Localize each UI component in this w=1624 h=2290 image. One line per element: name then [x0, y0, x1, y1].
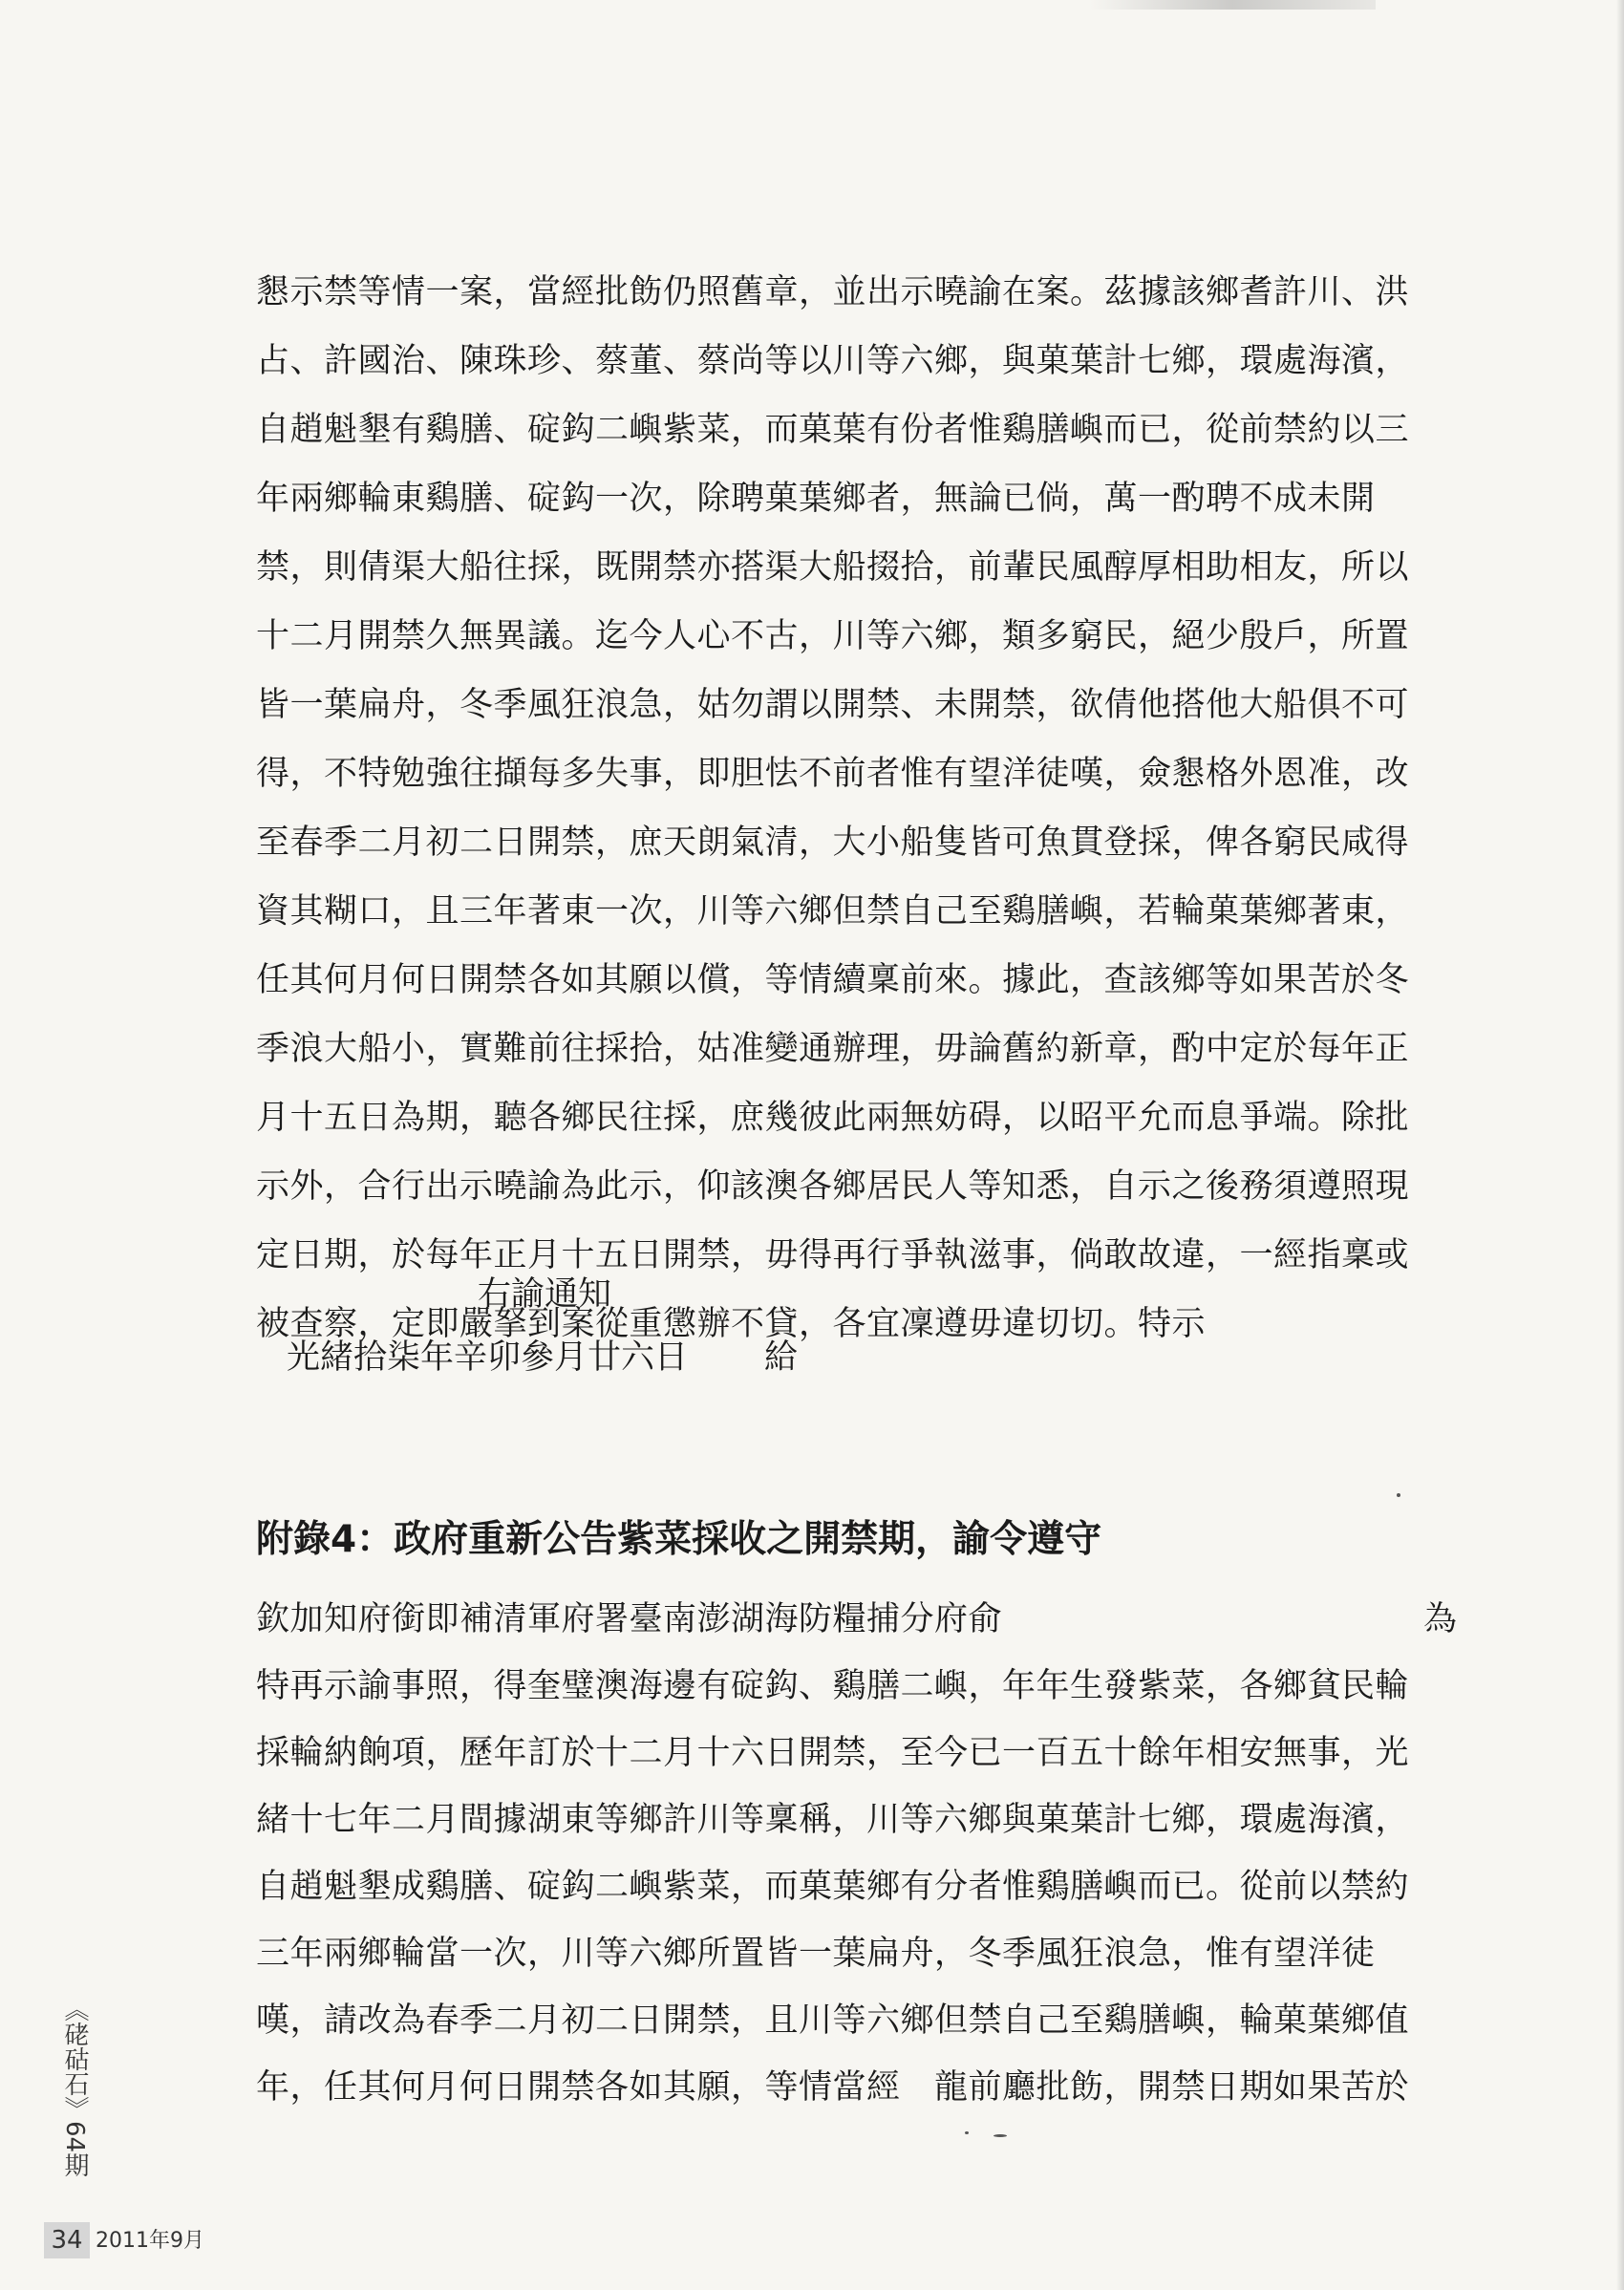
issue-date-footer: 2011年9月 — [96, 2229, 204, 2253]
journal-title-vertical: 《硓𥑮石》64期 — [60, 1997, 89, 2178]
appendix-line: 緒十七年二月間據湖東等鄉許川等稟稱，川等六鄉與菓葉計七鄉，環處海濱， — [256, 1801, 1410, 1839]
appendix-line: 特再示諭事照，得奎璧澳海邊有碇鈎、鷄膳二嶼，年年生發紫菜，各鄉貧民輪 — [256, 1667, 1410, 1705]
body-line: 年兩鄉輪東鷄膳、碇鈎一次，除聘菓葉鄉者，無論已倘，萬一酌聘不成未開 — [256, 480, 1376, 518]
page-number: 34 — [44, 2222, 90, 2258]
body-line: 皆一葉扁舟，冬季風狂浪急，姑勿謂以開禁、未開禁，欲倩他搭他大船俱不可 — [256, 686, 1410, 724]
body-line: 得，不特勉強往擷每多失事，即胆怯不前者惟有望洋徒嘆，僉懇格外恩准，改 — [256, 755, 1410, 793]
appendix-line: 自趙魁墾成鷄膳、碇鈎二嶼紫菜，而菓葉鄉有分者惟鷄膳嶼而已。從前以禁約 — [256, 1868, 1410, 1906]
body-line: 懇示禁等情一案，當經批飭仍照舊章，並出示曉諭在案。茲據該鄉耆許川、洪 — [256, 273, 1410, 311]
body-line: 季浪大船小，實難前往採拾，姑准變通辦理，毋論舊約新章，酌中定於每年正 — [256, 1030, 1410, 1068]
issued-mark: 給 — [764, 1338, 799, 1377]
issue-date: 光緒拾柒年辛卯參月廿六日 — [287, 1338, 689, 1377]
paper-speck — [1397, 1493, 1400, 1497]
body-line: 十二月開禁久無異議。迄今人心不古，川等六鄉，類多窮民，絕少殷戶，所置 — [256, 617, 1410, 655]
body-line: 自趙魁墾有鷄膳、碇鈎二嶼紫菜，而菓葉有份者惟鷄膳嶼而已，從前禁約以三 — [256, 411, 1410, 449]
body-line: 資其糊口，且三年著東一次，川等六鄉但禁自己至鷄膳嶼，若輪菓葉鄉著東， — [256, 892, 1410, 931]
notice-closing: 右諭通知 — [478, 1275, 612, 1314]
appendix-line: 嘆，請改為春季二月初二日開禁，且川等六鄉但禁自己至鷄膳嶼，輪菓葉鄉值 — [256, 2001, 1410, 2040]
body-line: 示外，合行出示曉諭為此示，仰該澳各鄉居民人等知悉，自示之後務須遵照現 — [256, 1167, 1410, 1206]
appendix-first-line-end: 為 — [1423, 1600, 1458, 1638]
body-line: 定日期，於每年正月十五日開禁，毋得再行爭執滋事，倘敢故違，一經指稟或 — [256, 1236, 1410, 1274]
body-line: 被查察，定即嚴拏到案從重懲辦不貸，各宜凜遵毋違切切。特示 — [256, 1305, 1207, 1343]
page-edge-shadow — [1616, 0, 1624, 2290]
appendix-line: 三年兩鄉輪當一次，川等六鄉所置皆一葉扁舟，冬季風狂浪急，惟有望洋徒 — [256, 1935, 1376, 1973]
body-line: 月十五日為期，聽各鄉民往採，庶幾彼此兩無妨碍，以昭平允而息爭端。除批 — [256, 1099, 1410, 1137]
appendix-line: 採輪納餉項，歷年訂於十二月十六日開禁，至今已一百五十餘年相安無事，光 — [256, 1734, 1410, 1772]
body-line: 至春季二月初二日開禁，庶天朗氣清，大小船隻皆可魚貫登採，俾各窮民咸得 — [256, 824, 1410, 862]
body-line: 占、許國治、陳珠珍、蔡董、蔡尚等以川等六鄉，與菓葉計七鄉，環處海濱， — [256, 342, 1410, 380]
body-line: 任其何月何日開禁各如其願以償，等情續稟前來。據此，查該鄉等如果苦於冬 — [256, 961, 1410, 999]
appendix-first-line: 欽加知府銜即補清軍府署臺南澎湖海防糧捕分府俞 — [256, 1600, 1003, 1638]
paper-speck — [994, 2134, 1007, 2137]
top-edge-mark — [1089, 0, 1376, 10]
body-line: 禁，則倩渠大船往採，既開禁亦搭渠大船掇拾，前輩民風醇厚相助相友，所以 — [256, 548, 1410, 587]
appendix-heading: 附錄4：政府重新公告紫菜採收之開禁期，諭令遵守 — [256, 1518, 1102, 1561]
appendix-line: 年，任其何月何日開禁各如其願，等情當經 龍前廳批飭，開禁日期如果苦於 — [256, 2068, 1410, 2107]
paper-speck — [965, 2131, 969, 2134]
